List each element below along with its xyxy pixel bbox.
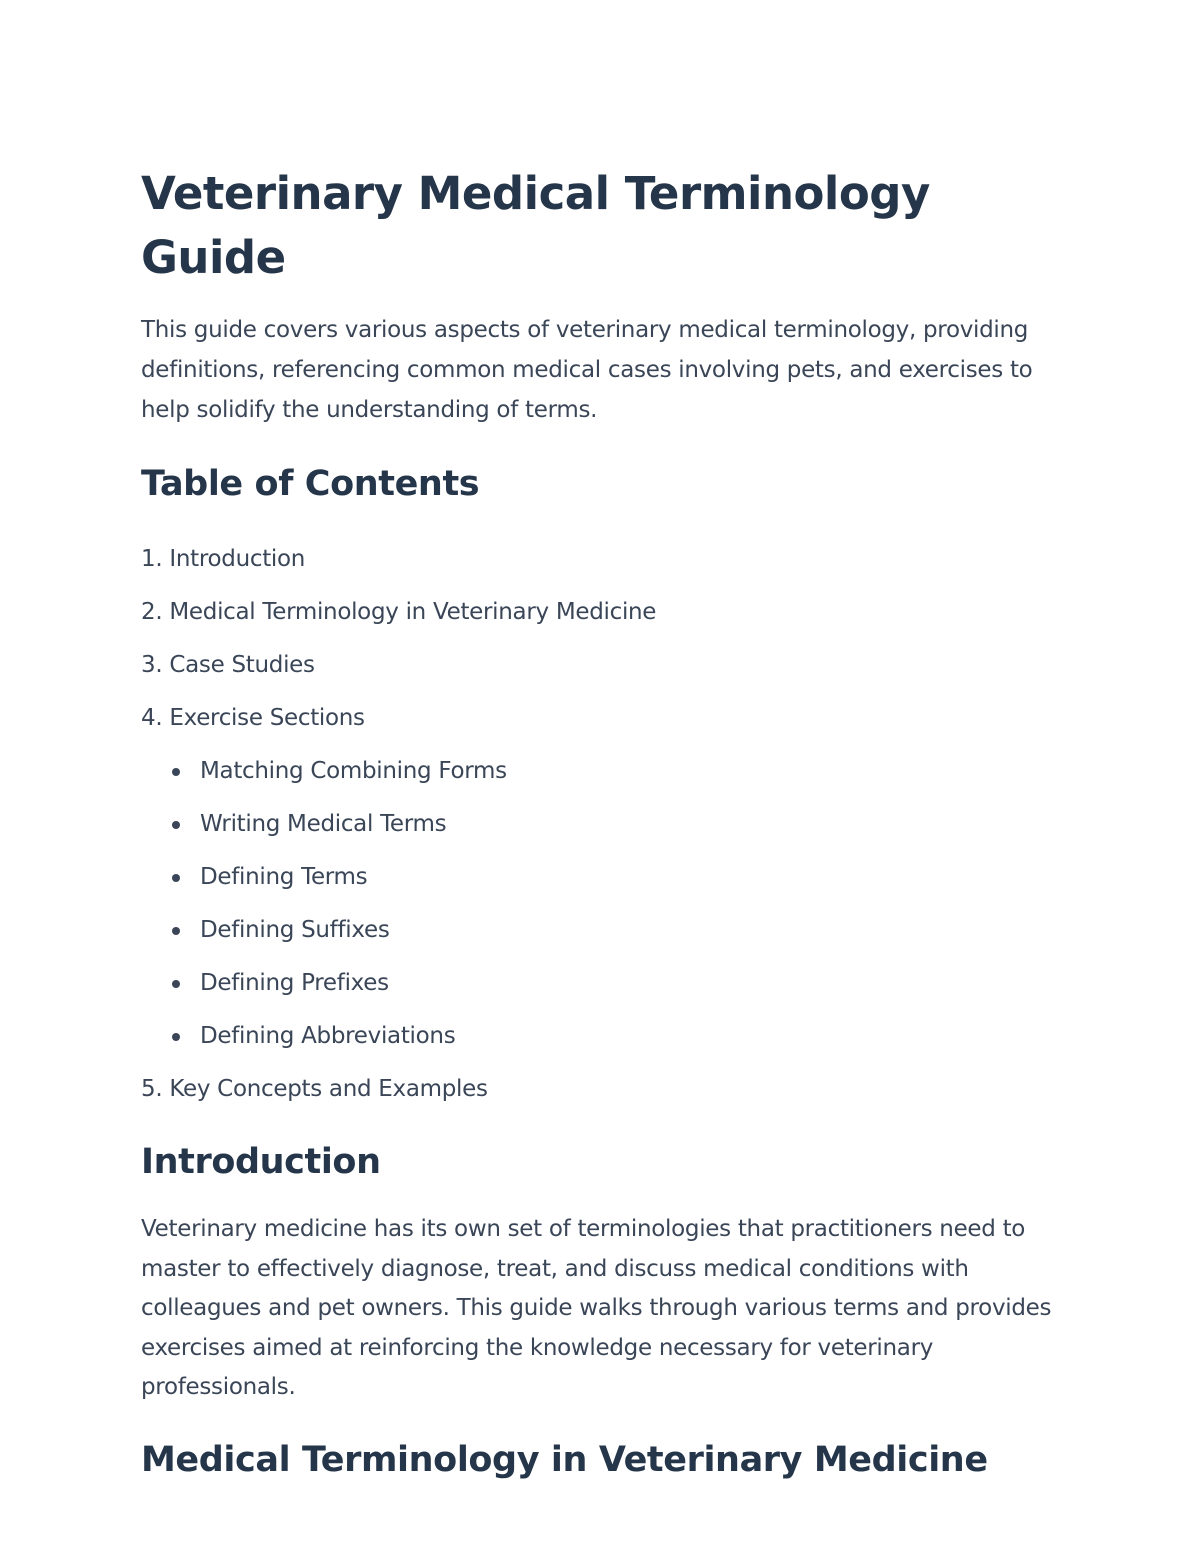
toc-item-label: Key Concepts and Examples [169, 1076, 488, 1102]
toc-subitem [141, 957, 1061, 1010]
exercise-subitems [141, 745, 1061, 1063]
document-title: Veterinary Medical Terminology Guide [141, 167, 930, 284]
toc-item-label: Exercise Sections [169, 705, 365, 731]
toc-subitem-label: Defining Terms [200, 864, 368, 890]
bullet-icon [172, 874, 180, 882]
toc-subitem [141, 904, 1061, 957]
toc-subitem [141, 851, 1061, 904]
toc-item-medical-terminology [141, 586, 1061, 639]
toc-subitem [141, 798, 1061, 851]
bullet-icon [172, 768, 180, 776]
toc-subitem-label: Writing Medical Terms [200, 811, 447, 837]
toc-subitem-label: Defining Abbreviations [200, 1023, 456, 1049]
intro-paragraph: This guide covers various aspects of veterinary medical terminology, providing definitions, referencing common medical cases involving pets, and exercises to help solidify the understanding of terms. [141, 317, 1033, 423]
toc-item-label: Medical Terminology in Veterinary Medicine [169, 599, 657, 625]
toc-subitem-label: Defining Suffixes [200, 917, 390, 943]
toc-subitem-label: Matching Combining Forms [200, 758, 507, 784]
table-of-contents [141, 533, 1061, 1116]
bullet-icon [172, 821, 180, 829]
toc-item-case-studies [141, 639, 1061, 692]
toc-subitem [141, 745, 1061, 798]
toc-item-number: 1. [141, 546, 163, 572]
toc-item-introduction [141, 533, 1061, 586]
medical-terminology-heading: Medical Terminology in Veterinary Medicine [141, 1439, 988, 1480]
toc-item-number: 5. [141, 1076, 163, 1102]
bullet-icon [172, 1033, 180, 1041]
toc-item-label: Introduction [169, 546, 306, 572]
toc-subitem [141, 1010, 1061, 1063]
document-page [141, 162, 1061, 1486]
toc-item-number: 4. [141, 705, 163, 731]
toc-heading: Table of Contents [141, 464, 480, 504]
toc-item-key-concepts [141, 1063, 1061, 1116]
toc-item-number: 3. [141, 652, 163, 678]
toc-item-label: Case Studies [169, 652, 315, 678]
toc-item-exercise-sections [141, 692, 1061, 1063]
toc-item-number: 2. [141, 599, 163, 625]
bullet-icon [172, 927, 180, 935]
introduction-heading: Introduction [141, 1142, 381, 1182]
bullet-icon [172, 980, 180, 988]
introduction-body: Veterinary medicine has its own set of terminologies that practitioners need to master to effectively diagnose, treat, and discuss medical conditions with colleagues and pet owners. This guide walks through various terms and provides exercises aimed at reinforcing the knowledge necessary for veterinary professionals. [141, 1216, 1052, 1401]
toc-subitem-label: Defining Prefixes [200, 970, 389, 996]
